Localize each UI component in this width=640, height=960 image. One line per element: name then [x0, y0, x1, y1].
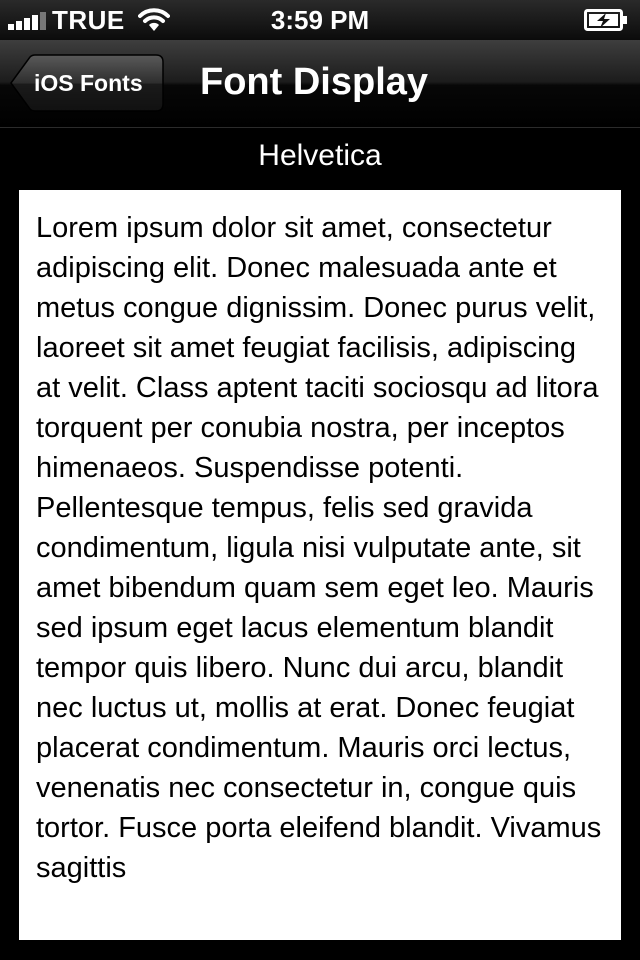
battery-charging-icon — [584, 8, 628, 32]
status-bar — [0, 0, 640, 40]
navigation-bar — [0, 40, 640, 128]
back-button-label: iOS Fonts — [34, 70, 143, 96]
page-title: Font Display — [200, 61, 429, 103]
sample-text: Lorem ipsum dolor sit amet, consectetur adipiscing elit. Donec malesuada ante et metus congue dignissim. Donec purus velit, laoreet sit amet feugiat facilisis, adipiscing at velit. Class aptent taciti sociosqu ad litora torquent per conubia nostra, per inceptos himenaeos. Suspendisse potenti. Pellentesque tempus, felis sed gravida condimentum, ligula nisi vulputate ante, sit amet bibendum quam sem eget leo. Mauris sed ipsum eget lacus elementum blandit tempor quis libero. Nunc dui arcu, blandit nec luctus ut, mollis at erat. Donec feugiat placerat condimentum. Mauris orci lectus, venenatis nec consectetur in, congue quis tortor. Fusce porta eleifend blandit. Vivamus sagittis — [36, 212, 602, 884]
sample-text-view[interactable] — [19, 190, 621, 940]
font-name-label: Helvetica — [258, 139, 382, 172]
status-time: 3:59 PM — [270, 5, 370, 35]
carrier-name: TRUE — [52, 5, 125, 35]
